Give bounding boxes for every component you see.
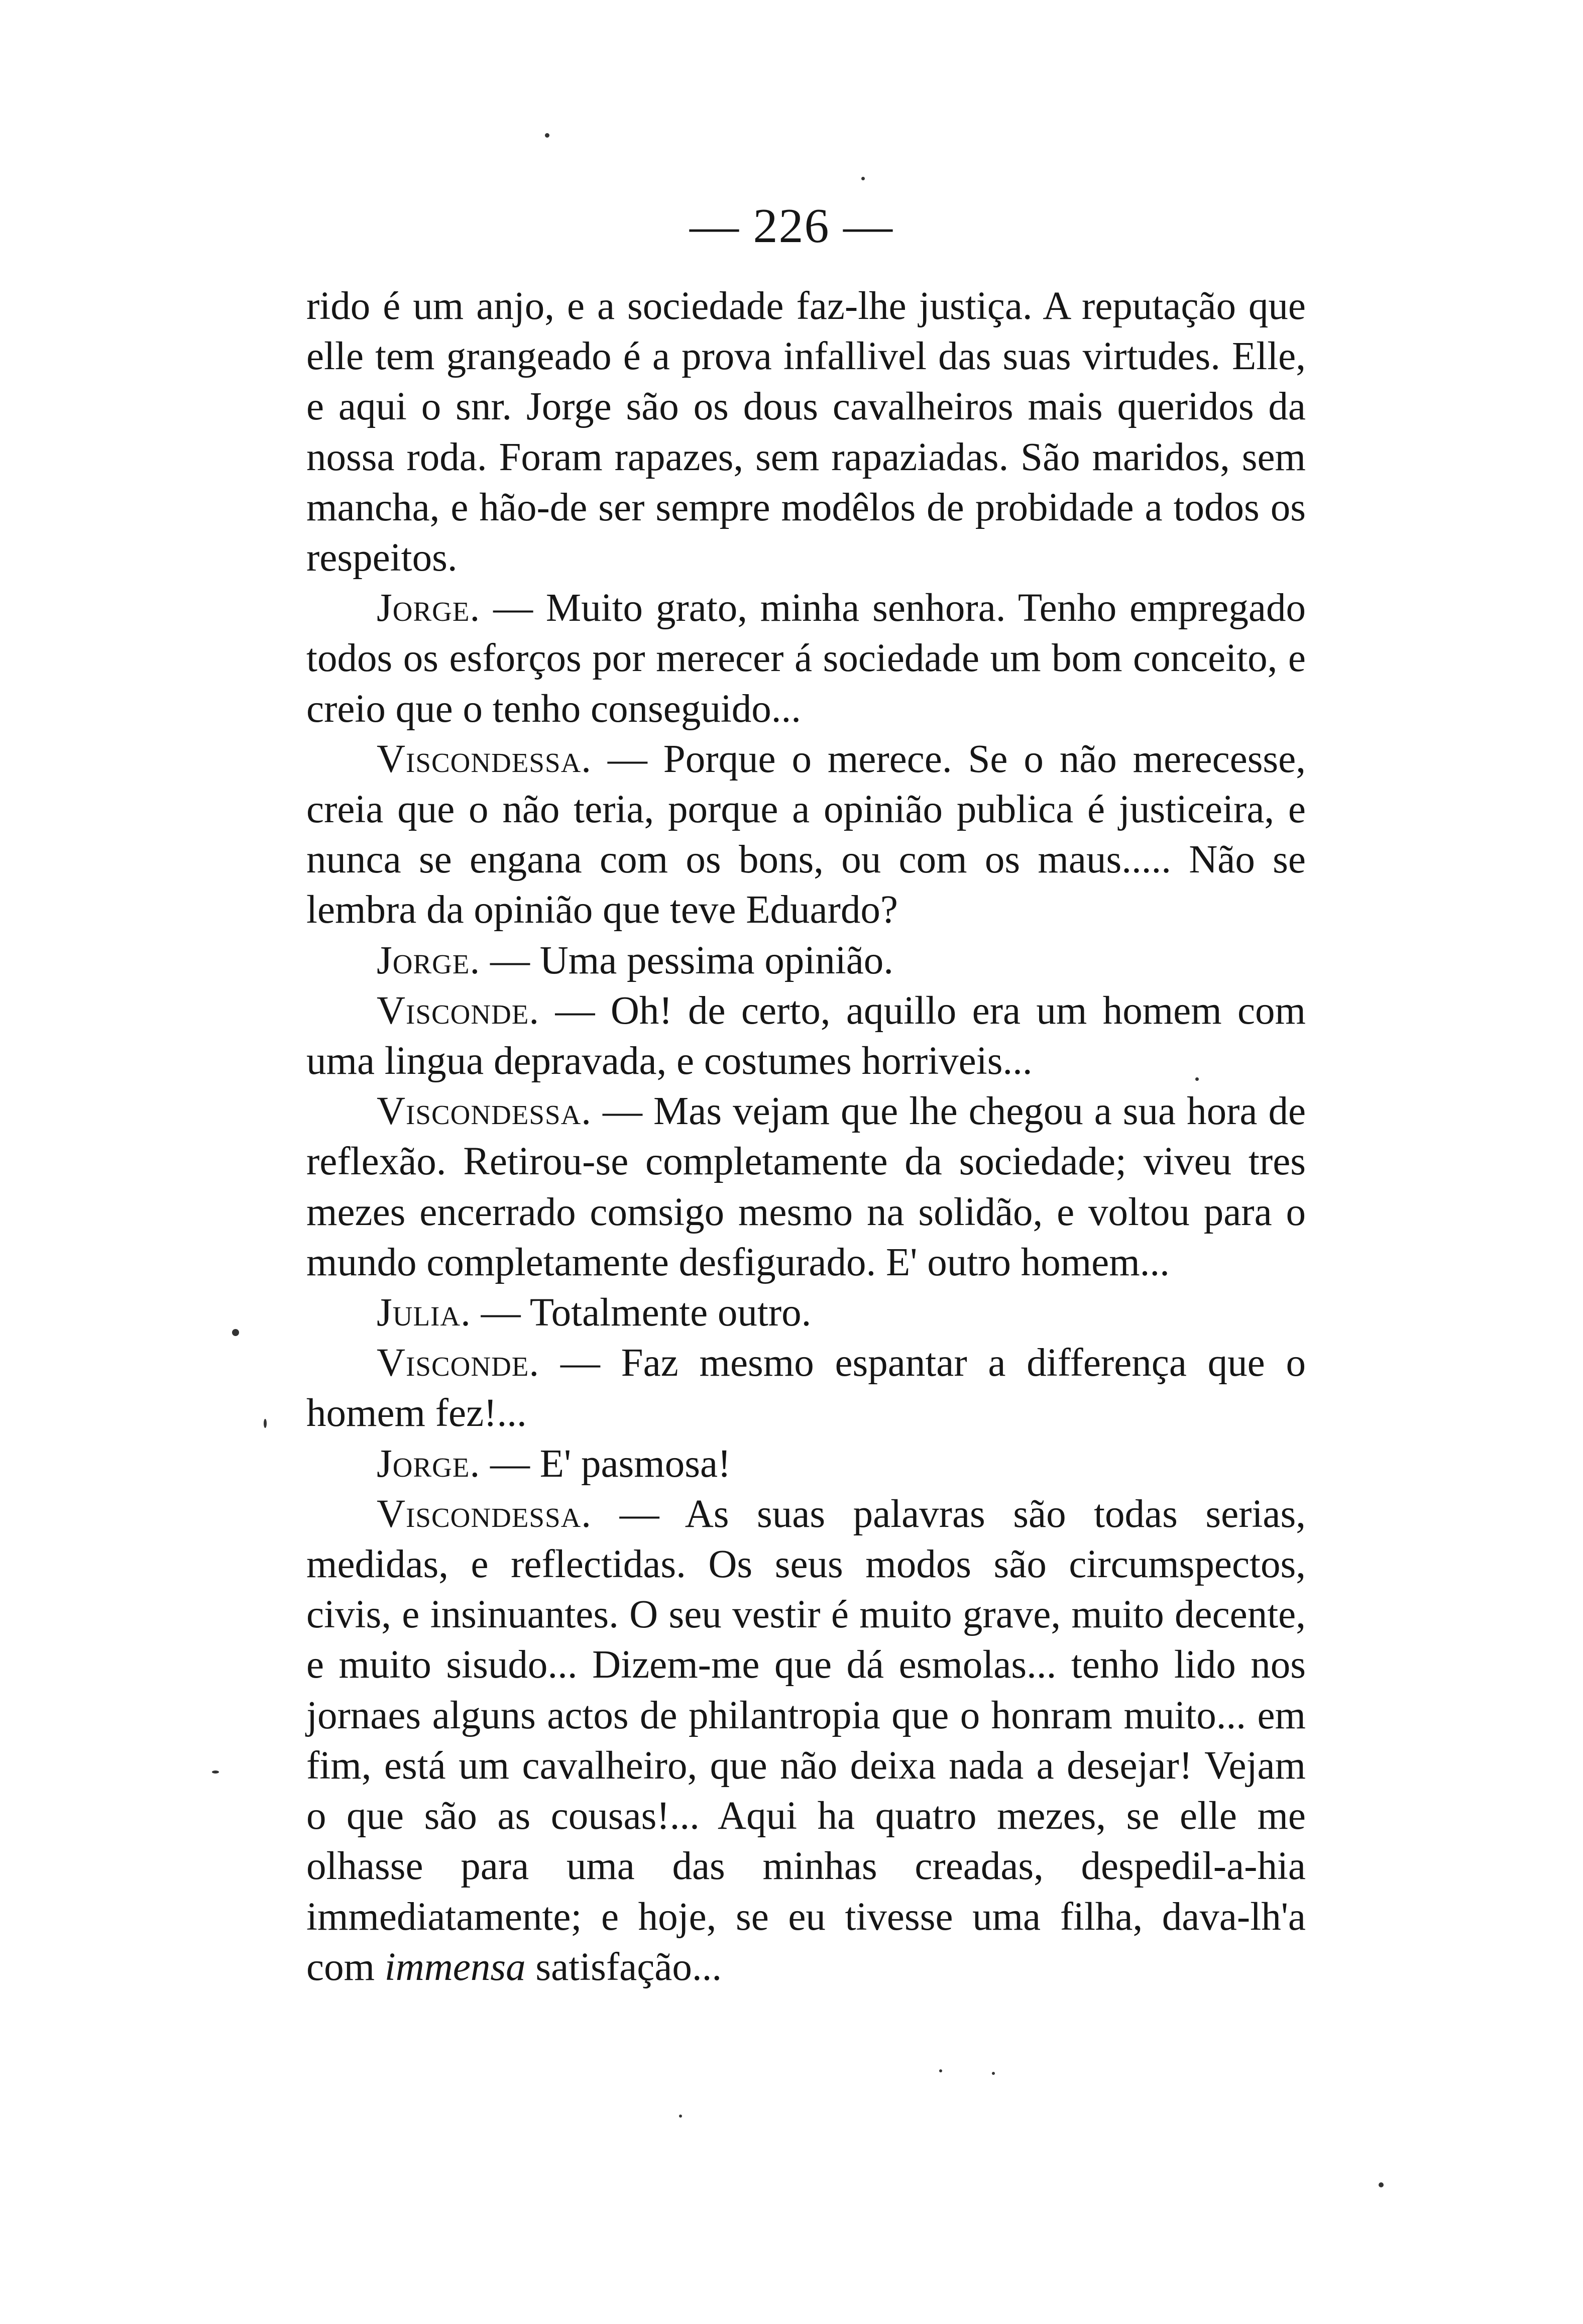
paragraph-9	[306, 1439, 1306, 1489]
paragraph-tail: satisfação...	[525, 1945, 722, 1989]
paragraph-8	[306, 1338, 1306, 1438]
paragraph-3	[306, 734, 1306, 936]
paragraph-text: — Muito grato, minha senhora. Tenho empregado todos os esforços por merecer á sociedade um bom conceito, e creio que o tenho conseguido...	[306, 586, 1306, 731]
ink-speck	[232, 1329, 239, 1336]
paragraph-1	[306, 281, 1306, 583]
ink-speck	[992, 2072, 995, 2075]
ink-speck	[545, 133, 549, 138]
body-text	[306, 281, 1306, 1993]
paragraph-10	[306, 1489, 1306, 1993]
speaker-name: Jorge.	[377, 938, 481, 982]
paragraph-text: rido é um anjo, e a sociedade faz-lhe justiça. A reputação que elle tem grangeado é a prova infallivel das suas virtudes. Elle, e aqui o snr. Jorge são os dous cavalheiros mais queridos da nossa roda. Foram rapazes, sem rapaziadas. São maridos, sem mancha, e hão-de ser sempre modêlos de probidade a todos os respeitos.	[306, 284, 1306, 580]
ink-speck	[264, 1419, 267, 1428]
speaker-name: Viscondessa.	[377, 1089, 592, 1134]
paragraph-text: — Mas vejam que lhe chegou a sua hora de reflexão. Retirou-se completamente da sociedade; viveu tres mezes encerrado comsigo mesmo na solidão, e voltou para o mundo completamente desfigurado. E' outro homem...	[306, 1089, 1306, 1284]
ink-speck	[1195, 1077, 1199, 1081]
paragraph-2	[306, 583, 1306, 734]
speaker-name: Visconde.	[377, 1341, 540, 1385]
page-number: — 226 —	[690, 199, 893, 253]
paragraph-text: — Faz mesmo espantar a differença que o homem fez!...	[306, 1341, 1306, 1435]
paragraph-text: — E' pasmosa!	[490, 1442, 731, 1486]
paragraph-text: — Porque o merece. Se o não merecesse, creia que o não teria, porque a opinião publica é justiceira, e nunca se engana com os bons, ou com os maus..... Não se lembra da opinião que teve Eduardo?	[306, 737, 1306, 932]
paragraph-text: — Oh! de certo, aquillo era um homem com uma lingua depravada, e costumes horriveis...	[306, 988, 1306, 1083]
ink-speck	[939, 2069, 942, 2072]
paragraph-text: — As suas palavras são todas serias, medidas, e reflectidas. Os seus modos são circumspectos, civis, e insinuantes. O seu vestir é muito grave, muito decente, e muito sisudo... Dizem-me que dá esmolas... tenho lido nos jornaes alguns actos de philantropia que o honram muito... em fim, está um cavalheiro, que não deixa nada a desejar! Vejam o que são as cousas!... Aqui ha quatro mezes, se elle me olhasse para uma das minhas creadas, despedil-a-hia immediatamente; e hoje, se eu tivesse uma filha, dava-lh'a com	[306, 1492, 1306, 1989]
paragraph-5	[306, 986, 1306, 1086]
emphasized-word: immensa	[384, 1945, 526, 1989]
ink-speck	[1379, 2182, 1384, 2187]
paragraph-6	[306, 1086, 1306, 1288]
ink-speck	[679, 2115, 682, 2118]
paragraph-text: — Totalmente outro.	[481, 1291, 812, 1335]
speaker-name: Jorge.	[377, 1442, 481, 1486]
ink-speck	[212, 1770, 219, 1774]
speaker-name: Julia.	[377, 1291, 471, 1335]
paragraph-7	[306, 1288, 1306, 1338]
paragraph-text: — Uma pessima opinião.	[490, 938, 894, 982]
ink-speck	[861, 177, 865, 180]
speaker-name: Visconde.	[377, 988, 540, 1033]
speaker-name: Jorge.	[377, 586, 481, 630]
speaker-name: Viscondessa.	[377, 1492, 592, 1536]
paragraph-4	[306, 936, 1306, 986]
speaker-name: Viscondessa.	[377, 737, 592, 781]
